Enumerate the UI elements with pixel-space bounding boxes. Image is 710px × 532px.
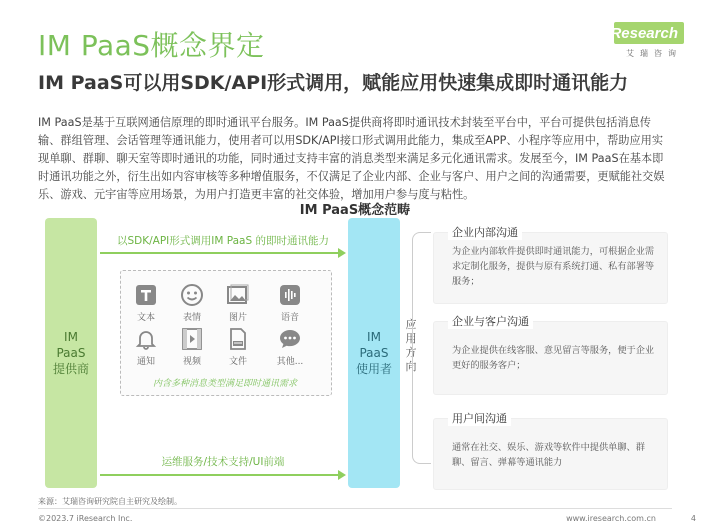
- card-customer-title: 企业与客户沟通: [448, 313, 533, 329]
- type-image: [218, 282, 258, 323]
- page-subtitle: IM PaaS可以用SDK/API形式调用，赋能应用快速集成即时通讯能力: [38, 72, 629, 94]
- intro-paragraph: IM PaaS是基于互联网通信原理的即时通讯平台服务。IM PaaS提供商将即时通讯技术封装至平台中，平台可提供包括消息传输、群组管理、会话管理等通讯能力，使用者可以用SDK/API接口形式调用此能力，集成至APP、小程序等应用中，帮助应用实现单聊、群聊、聊天室等即时通讯的功能，同时通过支持丰富的消息类型来满足多元化通讯需求。发展至今，IM PaaS在基本即时通讯功能之外，衍生出如内容审核等多种增值服务，不仅满足了企业内部、企业与客户、用户之间的沟通需要，更赋能社交娱乐、游戏、元宇宙等应用场景，为用户打造更丰富的社交体验，增加用户参与度与粘性。: [38, 116, 665, 201]
- card-user-title: 用户间沟通: [448, 410, 511, 426]
- provider-box: [45, 218, 97, 488]
- type-voice: [270, 282, 310, 323]
- logo-sub: 艾瑞咨询: [626, 49, 682, 58]
- type-label-voice: 语音: [280, 313, 299, 323]
- page-number: 4: [690, 514, 696, 523]
- top-arrow-line: [100, 252, 338, 254]
- card-user-body: 通常在社交、娱乐、游戏等软件中提供单聊、群聊、留言、弹幕等通讯能力: [452, 442, 645, 468]
- card-internal-body: 为企业内部软件提供即时通讯能力，可根据企业需求定制化服务，提供与原有系统打通、私有部署等服务；: [452, 246, 655, 287]
- type-label-image: 图片: [228, 313, 247, 323]
- bottom-arrow-head: [338, 470, 346, 480]
- text-icon: [133, 282, 159, 308]
- bell-icon: [133, 326, 159, 352]
- source-footnote: 来源：艾瑞咨询研究院自主研究及绘制。: [38, 497, 182, 506]
- type-notice: [126, 326, 166, 367]
- voice-icon: [277, 282, 303, 308]
- type-label-emoji: 表情: [182, 313, 201, 323]
- user-box: [348, 218, 400, 488]
- type-text: [126, 282, 166, 323]
- card-internal-title: 企业内部沟通: [448, 224, 522, 240]
- footer-divider: [38, 508, 672, 509]
- bottom-arrow-label: 运维服务/技术支持/UI前端: [161, 456, 285, 468]
- footer-url[interactable]: www.iresearch.com.cn: [566, 514, 656, 523]
- type-emoji: [172, 282, 212, 323]
- types-caption: 内含多种消息类型满足即时通讯需求: [152, 379, 297, 389]
- file-icon: [225, 326, 251, 352]
- type-label-video: 视频: [182, 357, 201, 367]
- type-label-other: 其他...: [276, 357, 304, 367]
- type-label-file: 文件: [228, 357, 247, 367]
- card-customer-body: 为企业提供在线客服、意见留言等服务，便于企业更好的服务客户；: [452, 345, 655, 371]
- user-label: IM PaaS 使用者: [355, 330, 392, 376]
- logo-word: iResearch: [606, 25, 678, 42]
- top-arrow-label: 以SDK/API形式调用IM PaaS 的即时通讯能力: [116, 235, 329, 247]
- type-file: [218, 326, 258, 367]
- direction-label: 应用方向: [405, 318, 417, 373]
- provider-label: IM PaaS 提供商: [52, 330, 89, 376]
- top-arrow-head: [338, 248, 346, 258]
- video-icon: [179, 326, 205, 352]
- bottom-arrow-line: [100, 474, 338, 476]
- type-other: [270, 326, 310, 367]
- type-label-text: 文本: [136, 313, 155, 323]
- footer-copyright: ©2023.7 iResearch Inc.: [38, 514, 133, 523]
- image-icon: [225, 282, 251, 308]
- iresearch-logo: [604, 22, 684, 64]
- chat-bubble-icon: [277, 326, 303, 352]
- type-video: [172, 326, 212, 367]
- type-label-notice: 通知: [136, 357, 155, 367]
- emoji-icon: [179, 282, 205, 308]
- page-title: IM PaaS概念界定: [38, 29, 265, 62]
- direction-brace: [412, 232, 431, 464]
- diagram-title: IM PaaS概念范畴: [299, 203, 411, 218]
